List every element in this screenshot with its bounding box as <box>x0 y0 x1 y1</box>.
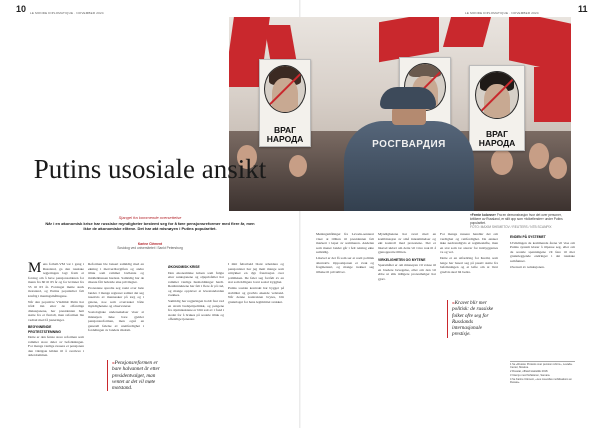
photo-caption <box>470 213 570 229</box>
paragraph: Meningsmålinger fra Levada-senteret viser at tilliten til presidenten falt markert i løpet av sommeren. Andelen som mener landet går i feil retning økte samtidig. <box>316 232 374 254</box>
right-running-head: LE MONDE DIPLOMATIQUE · NOVEMBER 2024 <box>465 11 539 15</box>
red-flag <box>443 17 491 47</box>
pull-quote-left: «Pensjonsreformen er bare halvannet år etter presidentvalget, man ventet at det vil møte motstand. <box>112 360 160 392</box>
subheading: BEGYNNENDE PROTESTSTEMNING <box>28 325 61 334</box>
article-column-2 <box>88 262 144 424</box>
lead-paragraph: Når i en økonomisk krise har russiske myndigheter bestemt seg for å føre pensjonsreformer med flere år, men ikke de økonomiske elitene. Det har økt misnøyen i Putins popularitet. <box>45 221 255 231</box>
article-column-5 <box>316 232 374 424</box>
protest-sign <box>469 65 525 151</box>
headline: Putins usosiale ansikt <box>33 154 267 184</box>
paragraph: For mange russere handler det om verdighet og rettferdighet. De ønsker ikke nødvendigvis et regimeskifte, men en stat som tar ansvar for innbyggernes ve og vel. <box>440 232 498 254</box>
paragraph: Oversatt av redaksjonen. <box>510 264 545 269</box>
crowd-head <box>491 149 513 175</box>
article-column-1 <box>28 262 84 424</box>
right-page-number: 11 <box>578 4 588 14</box>
author-role: Sosiolog ved universitetet i Sankt Petersburg <box>117 246 183 250</box>
portrait-circle <box>264 65 306 113</box>
officer-back-text: РОСГВАРДИЯ <box>372 139 446 150</box>
article-column-3 <box>168 262 224 424</box>
subheading: ØKONOMISK KRISE <box>168 265 200 269</box>
paragraph: Sosiologiske undersøkelser viser at misnøyen ikke bare gjelder pensjonsreformen, men også en generell følelse av urettferdighet i fordelingen av landets rikdom. <box>88 310 144 332</box>
pull-quote-rule <box>107 360 108 391</box>
subheading: VIRKELIGHETEN OG MYTENE <box>378 257 426 262</box>
paragraph: Når den populære Vladimir Putin har trådt inn etter de offentlige diskusjonene, har presidenten hatt støtte fra et flertall, men reformen ble vedtatt med få justeringer. <box>28 299 84 322</box>
left-running-head: LE MONDE DIPLOMATIQUE · NOVEMBER 2024 <box>30 11 104 15</box>
paragraph: Likevel er det få som ser et reelt politisk alternativ. Opposisjonen er svak og fragmentert, og mange trekker seg tilbake til privatlivet. <box>316 256 374 274</box>
riot-police-officer <box>344 87 474 211</box>
portrait-circle <box>475 71 519 119</box>
caption-body: Fra en demonstrasjon hvor det over personer, kritikere av Russland, er stilt opp som «folkefiender» under Putins popularitet. <box>470 213 563 225</box>
footnote: 4 Se Karine Clément, «Les nouvelles mobilisations en Russie». <box>510 377 572 384</box>
paragraph: I mitt feltarbeid blant arbeidere og pensjonister har jeg møtt mange som uttrykker en dyp frustrasjon over politikken. De føler seg forrådt av en stat som tidligere lovet sosial trygghet. <box>228 262 284 284</box>
pull-quote-rule <box>447 300 448 338</box>
article-column-6 <box>378 232 436 424</box>
footnotes <box>510 361 575 385</box>
crowd-head <box>529 143 549 169</box>
paragraph: Dette er en utfordring for Kreml, som lenge har basert seg på passiv støtte fra befolkningen og et løfte om at livet gradvis skal bli bedre. <box>440 256 498 274</box>
caption-title: «Femte kolonne» <box>470 213 497 217</box>
quote-mark-icon: « <box>112 360 115 366</box>
paragraph: Dette er den første store reformen som rammer store deler av befolkningen. For mange vanlige russere er pensjonen den viktigste kilden til å overleve i alderdommen. <box>28 335 84 357</box>
pull-quote-right: «Kravet blir mer politisk: de russiske folket ofre seg for Russlands internasjonale prestisje. <box>452 300 494 338</box>
officer-neck <box>392 107 426 125</box>
subheading: ENDEN PÅ SYSTEMET <box>510 235 546 239</box>
protest-photo <box>229 17 571 211</box>
byline <box>30 242 270 250</box>
paragraph: Putins sosiale kontrakt har bygget på stabilitet og gradvis økende velstand. Når denne kontrakten brytes, blir grunnlaget for hans legitimitet svekket. <box>228 286 284 304</box>
sign-text: ВРАГ НАРОДА <box>478 129 516 148</box>
crowd-head <box>549 157 567 179</box>
author-name: Karine Clément <box>137 242 163 246</box>
footnote: 1 Se «Russia: Protests over pension reform», Levada-Center, Moskva. <box>510 363 573 370</box>
paragraph: Samtidig har regjeringen holdt fast ved en stram budsjettpolitikk, og pengene fra oljeinntektene er blitt satt av i fond i stedet for å brukes på sosiale tiltak og offentlige tjenester. <box>168 299 224 321</box>
officer-body <box>344 121 474 211</box>
paragraph: Spørsmålet er om misnøyen vil vokse til en bredere bevegelse, eller om den vil ebbe ut slik tidligere protestbølger har gjort. <box>378 263 436 281</box>
paragraph: Den økonomiske krisen som fulgte etter sanksjonene og oljeprisfallet har rammet vanlige husholdninger hardt. Realinntektene har falt i flere år på rad, og mange opplever at levestandarden svekkes. <box>168 270 224 297</box>
crowd-head <box>289 155 307 177</box>
paragraph: Mens fotball-VM var i gang i Russland, ga den russiske regjeringen lagt frem et forslag om å heve pensjonsalderen for menn fra 60 til 65 år og for kvinner fra 55 til 63 år. Forslaget møtte sterk motstand, og Putins popularitet falt kraftig i meningsmålingene. <box>28 262 84 298</box>
left-page-number: 10 <box>16 4 27 14</box>
kicker: Sjangel fra kommende oversettelse <box>118 215 182 220</box>
sign-text: ВРАГ НАРОДА <box>266 125 304 144</box>
footnote: 2 Rosstat, offisiell statistikk 2018. <box>510 370 549 373</box>
paragraph: Myndighetene har svart med en kombinasjon av små innrømmelser og økt kontroll med protestene. Det er likevel uklart om dette vil være nok til å gjenopprette tilliten. <box>378 232 436 254</box>
footnote: 3 Intervju med forfatteren, Samara. <box>510 373 551 377</box>
paragraph: Utviklingen de kommende årene vil vise om Putins system klarer å tilpasse seg, eller om de sosiale spenningene vil føre til mer grunnleggende endringer i det russiske samfunnet. <box>510 240 575 263</box>
paragraph: Reformen ble lansert samtidig med en økning i merverdiavgiften og andre tiltak som rammet lavtlønte og middelklassen hardest. Samtidig har de rikeste fått beholde sine privilegier. <box>88 262 144 284</box>
quote-mark-icon: « <box>452 300 455 306</box>
drop-cap: M <box>28 262 42 276</box>
officer-cap <box>380 87 436 109</box>
red-flag <box>534 67 571 122</box>
article-column-4 <box>228 262 284 424</box>
paragraph: Protestene spredte seg raskt over hele landet. I mange regioner samlet det seg tusenvis av mennesker på torg og i gatene, noe som overrasket både myndighetene og observatører. <box>88 286 144 308</box>
photo-credit: FOTO: MAXIM SHEMETOV / REUTERS / NTB SCANPIX <box>470 225 552 229</box>
protest-sign <box>259 59 311 147</box>
article-column-8 <box>510 232 575 358</box>
